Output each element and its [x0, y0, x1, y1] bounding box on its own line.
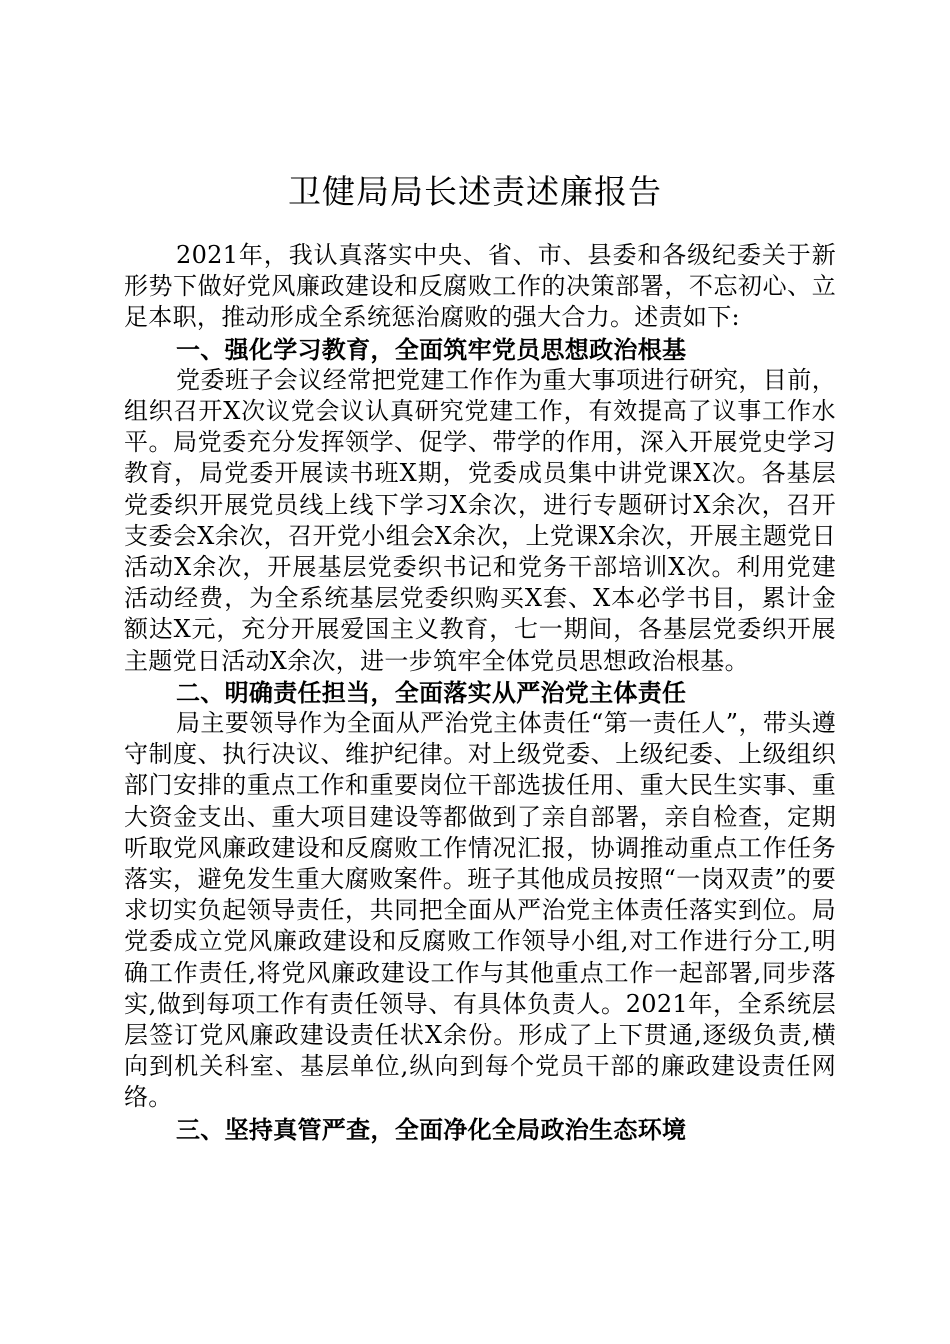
- intro-paragraph: 2021年，我认真落实中央、省、市、县委和各级纪委关于新形势下做好党风廉政建设和反腐败工作的决策部署，不忘初心、立足本职，推动形成全系统惩治腐败的强大合力。述责如下:: [124, 241, 836, 332]
- section-3-heading: 三、坚持真管严查，全面净化全局政治生态环境: [176, 1114, 687, 1144]
- document-body: [124, 240, 836, 1145]
- section-2-heading: 二、明确责任担当，全面落实从严治党主体责任: [176, 677, 687, 707]
- section-1-paragraph: 党委班子会议经常把党建工作作为重大事项进行研究，目前，组织召开X次议党会议认真研究党建工作，有效提高了议事工作水平。局党委充分发挥领学、促学、带学的作用，深入开展党史学习教育，局党委开展读书班X期，党委成员集中讲党课X次。各基层党委织开展党员线上线下学习X余次，进行专题研讨X余次，召开支委会X余次，召开党小组会X余次，上党课X余次，开展主题党日活动X余次，开展基层党委织书记和党务干部培训X次。利用党建活动经费，为全系统基层党委织购买X套、X本必学书目，累计金额达X元，充分开展爱国主义教育，七一期间，各基层党委织开展主题党日活动X余次，进一步筑牢全体党员思想政治根基。: [124, 365, 836, 675]
- section-1-heading: 一、强化学习教育，全面筑牢党员思想政治根基: [176, 334, 687, 364]
- section-2-paragraph: 局主要领导作为全面从严治党主体责任“第一责任人”，带头遵守制度、执行决议、维护纪律。对上级党委、上级纪委、上级组织部门安排的重点工作和重要岗位干部选拔任用、重大民生实事、重大资金支出、重大项目建设等都做到了亲自部署，亲自检查，定期听取党风廉政建设和反腐败工作情况汇报，协调推动重点工作任务落实，避免发生重大腐败案件。班子其他成员按照“一岗双责”的要求切实负起领导责任，共同把全面从严治党主体责任落实到位。局党委成立党风廉政建设和反腐败工作领导小组,对工作进行分工,明确工作责任,将党风廉政建设工作与其他重点工作一起部署,同步落实,做到每项工作有责任领导、有具体负责人。2021年，全系统层层签订党风廉政建设责任状X余份。形成了上下贯通,逐级负责,横向到机关科室、基层单位,纵向到每个党员干部的廉政建设责任网络。: [124, 709, 836, 1112]
- document-title: 卫健局局长述责述廉报告: [288, 172, 662, 211]
